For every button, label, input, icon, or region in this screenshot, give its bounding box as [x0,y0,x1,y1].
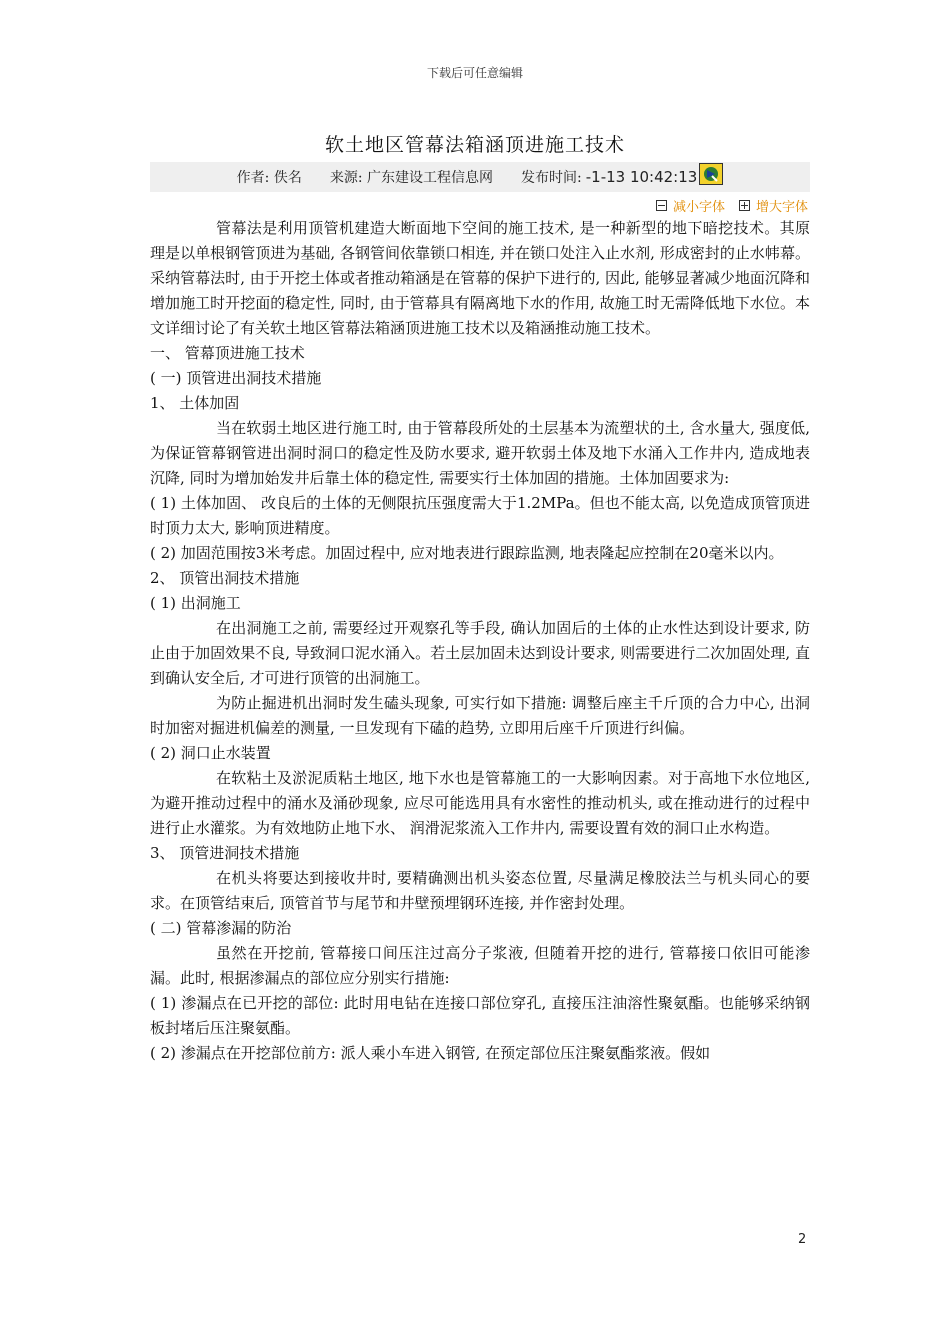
article-paragraph: ( 一) 顶管进出洞技术措施 [150,369,322,387]
decrease-font-link[interactable]: 减小字体 [672,200,725,215]
article-title: 软土地区管幕法箱涵顶进施工技术 [324,134,625,156]
article-paragraph: 管幕法是利用顶管机建造大断面地下空间的施工技术, 是一种新型的地下暗挖技术。其原理是以单根钢管顶进为基础, 各钢管间依靠锁口相连, 并在锁口处注入止水剂, 形成密封的止水帏幕。采纳管幕法时, 由于开挖土体或者推动箱涵是在管幕的保护下进行的, 因此, 能够显著减少地面沉降和增加施工时开挖面的稳定性, 同时, 由于管幕具有隔离地下水的作用, 故施工时无需降低地下水位。本文详细讨论了有关软土地区管幕法箱涵顶进施工技术以及箱涵推动施工技术。 [150,219,810,337]
published-time: -1-13 10:42:13 [585,168,698,186]
article-paragraph: 在软粘土及淤泥质粘土地区, 地下水也是管幕施工的一大影响因素。对于高地下水位地区, 为避开推动过程中的涌水及涌砂现象, 应尽可能选用具有水密性的推动机头, 或在推动进行的过程中进行止水灌浆。为有效地防止地下水、 润滑泥浆流入工作井内, 需要设置有效的洞口止水构造。 [150,769,810,837]
plus-box-icon[interactable] [739,200,750,211]
font-size-tools [656,196,808,215]
source-label: 来源: 广东建设工程信息网 [329,170,494,186]
article-paragraph: ( 2) 加固范围按3米考虑。加固过程中, 应对地表进行跟踪监测, 地表隆起应控制在20毫米以内。 [150,544,784,562]
article-paragraph: 虽然在开挖前, 管幕接口间压注过高分子浆液, 但随着开挖的进行, 管幕接口依旧可能渗漏。此时, 根据渗漏点的部位应分别实行措施: [150,944,810,987]
edit-icon[interactable] [699,163,723,185]
article-paragraph: ( 1) 渗漏点在已开挖的部位: 此时用电钻在连接口部位穿孔, 直接压注油溶性聚氨酯。也能够采纳钢板封堵后压注聚氨酯。 [150,994,810,1037]
article-paragraph: ( 2) 洞口止水装置 [150,744,271,762]
article-paragraph: 为防止掘进机出洞时发生磕头现象, 可实行如下措施: 调整后座主千斤顶的合力中心, 出洞时加密对掘进机偏差的测量, 一旦发现有下磕的趋势, 立即用后座千斤顶进行纠偏。 [150,694,810,737]
article-paragraph: 当在软弱土地区进行施工时, 由于管幕段所处的土层基本为流塑状的土, 含水量大, 强度低, 为保证管幕钢管进出洞时洞口的稳定性及防水要求, 避开软弱土体及地下水涌入工作井内, 造成地表沉降, 同时为增加始发井后靠土体的稳定性, 需要实行土体加固的措施。土体加固要求为: [150,419,810,487]
minus-box-icon[interactable] [656,200,667,211]
article-paragraph: 一、 管幕顶进施工技术 [150,344,305,362]
article-paragraph: ( 1) 土体加固、 改良后的土体的无侧限抗压强度需大于1.2MPa。但也不能太高, 以免造成顶管顶进时顶力太大, 影响顶进精度。 [150,494,810,537]
article-paragraph: 3、 顶管进洞技术措施 [150,844,300,862]
published-label: 发布时间: [521,170,582,186]
header-note: 下载后可任意编辑 [426,66,523,80]
article-paragraph: ( 1) 出洞施工 [150,594,241,612]
page-number: 2 [798,1232,807,1247]
article-paragraph: 1、 土体加固 [150,394,240,412]
article-paragraph: 2、 顶管出洞技术措施 [150,569,300,587]
article-paragraph: 在出洞施工之前, 需要经过开观察孔等手段, 确认加固后的土体的止水性达到设计要求, 防止由于加固效果不良, 导致洞口泥水涌入。若土层加固未达到设计要求, 则需要进行二次加固处理, 直到确认安全后, 才可进行顶管的出洞施工。 [150,619,810,687]
increase-font-link[interactable]: 增大字体 [755,200,808,215]
article-paragraph: ( 二) 管幕渗漏的防治 [150,919,292,937]
author-label: 作者: 佚名 [236,170,302,186]
article-paragraph: 在机头将要达到接收井时, 要精确测出机头姿态位置, 尽量满足橡胶法兰与机头同心的要求。在顶管结束后, 顶管首节与尾节和井壁预埋钢环连接, 并作密封处理。 [150,869,810,912]
article-paragraph: ( 2) 渗漏点在开挖部位前方: 派人乘小车进入钢管, 在预定部位压注聚氨酯浆液。假如 [150,1044,711,1062]
article-meta-bar [150,162,810,192]
article-body [150,216,810,1066]
